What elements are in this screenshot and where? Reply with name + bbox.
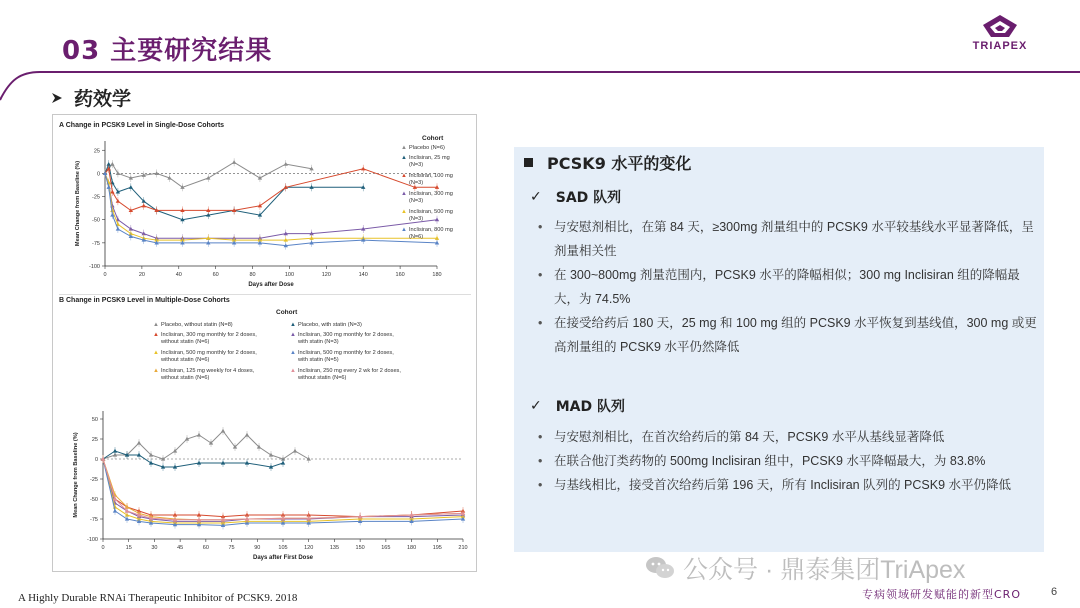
y-tick-label: 0: [96, 171, 100, 178]
data-point: [106, 185, 110, 189]
series-line: [103, 459, 463, 517]
legend-marker-icon: ▲: [153, 350, 159, 356]
legend-entry: [290, 350, 394, 364]
series-line: [105, 173, 437, 240]
x-tick-label: 60: [202, 545, 209, 551]
mad-bullets: [538, 425, 1038, 497]
data-point: [361, 167, 365, 171]
x-tick-label: 20: [138, 272, 145, 278]
x-tick-label: 180: [432, 272, 442, 278]
legend-marker-icon: ▲: [153, 332, 159, 338]
x-tick-label: 210: [458, 545, 468, 551]
sad-bullet: • 在 300~800mg 剂量范围内，PCSK9 水平的降幅相似；300 mg Inclisiran 组的降幅最大，为 74.5%: [538, 263, 1038, 311]
check-icon: ✓: [530, 398, 542, 414]
legend-entry: [401, 145, 445, 152]
legend-label: Inclisiran, 100 mg (N=3): [409, 173, 453, 186]
legend-label: Inclisiran, 500 mg monthly for 2 doses, with statin (N=5): [298, 350, 394, 363]
mad-label: MAD 队列: [555, 399, 625, 415]
watermark-text: 公众号 · 鼎泰集团TriApex: [683, 556, 966, 584]
legend-entry: [401, 209, 453, 223]
pcsk9-figure: [52, 114, 477, 572]
panel-a-title: A Change in PCSK9 Level in Single-Dose Cohorts: [59, 122, 225, 129]
triapex-logo-icon: [982, 14, 1018, 38]
legend-marker-icon: ▲: [401, 155, 407, 161]
mad-heading: [530, 396, 625, 416]
y-tick-label: -50: [90, 497, 98, 503]
check-icon: ✓: [530, 189, 542, 205]
data-point: [206, 176, 210, 180]
section-header: [50, 84, 131, 111]
legend-label: Inclisiran, 300 mg monthly for 2 doses, without statin (N=6): [161, 332, 257, 345]
x-tick-label: 100: [284, 272, 295, 278]
chart-b: [53, 405, 473, 569]
legend-marker-icon: ▲: [290, 322, 296, 328]
legend-entry: [153, 322, 233, 329]
legend-entry: [401, 155, 450, 169]
legend-marker-icon: ▲: [153, 368, 159, 374]
x-tick-label: 120: [321, 272, 331, 278]
legend-label: Placebo, with statin (N=3): [298, 322, 362, 328]
summary-heading: [524, 151, 691, 174]
legend-entry: [401, 191, 453, 205]
legend-marker-icon: ▲: [290, 368, 296, 374]
legend-marker-icon: ▲: [401, 191, 407, 197]
data-point: [245, 433, 249, 437]
legend-marker-icon: ▲: [401, 209, 407, 215]
square-bullet-icon: [524, 158, 533, 167]
legend-marker-icon: ▲: [153, 322, 159, 328]
legend-marker-icon: ▲: [401, 145, 407, 151]
x-tick-label: 165: [381, 545, 391, 551]
y-tick-label: -100: [86, 537, 98, 543]
legend-entry: [153, 332, 257, 346]
x-tick-label: 150: [355, 545, 365, 551]
legend-label: Placebo (N=6): [409, 145, 445, 151]
sad-bullet: • 在接受给药后 180 天，25 mg 和 100 mg 组的 PCSK9 水平恢复到基线值，300 mg 或更高剂量组的 PCSK9 水平仍然降低: [538, 311, 1038, 359]
arrow-right-icon: [50, 91, 64, 105]
legend-marker-icon: ▲: [401, 173, 407, 179]
y-axis-label: Mean Change from Baseline (%): [75, 160, 81, 247]
y-tick-label: -25: [92, 194, 100, 201]
y-tick-label: 0: [94, 457, 98, 463]
x-tick-label: 90: [254, 545, 261, 551]
series-line: [105, 169, 437, 211]
data-point: [284, 162, 288, 166]
legend-entry: [290, 322, 362, 329]
mad-bullet: • 与安慰剂相比，在首次给药后的第 84 天，PCSK9 水平从基线显著降低: [538, 425, 1038, 449]
data-point: [281, 461, 285, 465]
x-tick-label: 40: [175, 272, 182, 278]
x-tick-label: 135: [329, 545, 340, 551]
x-tick-label: 160: [395, 272, 405, 278]
legend-entry: [153, 368, 254, 382]
x-axis-label: Days after First Dose: [252, 555, 314, 561]
series-line: [105, 173, 437, 238]
x-tick-label: 80: [249, 272, 256, 278]
panel-b-legend-title: Cohort: [276, 309, 298, 316]
legend-marker-icon: ▲: [290, 350, 296, 356]
legend-label: Inclisiran, 500 mg (N=3): [409, 209, 453, 222]
sad-bullets: [538, 215, 1038, 359]
legend-entry: [401, 173, 453, 187]
wechat-icon: [645, 555, 675, 581]
legend-marker-icon: ▲: [290, 332, 296, 338]
x-tick-label: 0: [101, 545, 105, 551]
data-point: [269, 453, 273, 457]
page-title: 03 主要研究结果: [62, 36, 273, 66]
data-point: [116, 227, 120, 231]
legend-label: Inclisiran, 800 mg (N=6): [409, 227, 453, 240]
sad-bullet: • 与安慰剂相比，在第 84 天，≥300mg 剂量组中的 PCSK9 水平较基线水平显著降低，呈剂量相关性: [538, 215, 1038, 263]
panel-b-title: B Change in PCSK9 Level in Multiple-Dose Cohorts: [59, 297, 230, 304]
summary-panel: [514, 147, 1044, 552]
y-tick-label: -50: [92, 217, 100, 224]
page-number: 6: [1051, 586, 1058, 598]
sad-label: SAD 队列: [555, 190, 622, 206]
legend-entry: [401, 227, 453, 241]
watermark: [645, 550, 965, 586]
slogan: 专病领域研发赋能的新型CRO: [862, 588, 1021, 601]
x-tick-label: 75: [228, 545, 235, 551]
x-tick-label: 180: [406, 545, 417, 551]
y-tick-label: -100: [88, 264, 100, 270]
data-point: [142, 204, 146, 208]
data-point: [137, 441, 141, 445]
mad-bullet: • 在联合他汀类药物的 500mg Inclisiran 组中，PCSK9 水平降幅最大，为 83.8%: [538, 449, 1038, 473]
y-tick-label: 50: [91, 417, 98, 423]
data-point: [221, 429, 225, 433]
series-line: [103, 459, 463, 520]
legend-entry: [290, 332, 394, 346]
legend-label: Inclisiran, 300 mg monthly for 2 doses, with statin (N=3): [298, 332, 394, 345]
x-tick-label: 195: [432, 545, 442, 551]
x-tick-label: 15: [125, 545, 132, 551]
data-point: [110, 162, 114, 166]
data-point: [113, 449, 117, 453]
section-label: 药效学: [74, 88, 132, 110]
legend-label: Inclisiran, 25 mg (N=3): [409, 155, 450, 168]
legend-label: Inclisiran, 300 mg (N=3): [409, 191, 453, 204]
x-tick-label: 30: [151, 545, 158, 551]
legend-entry: [153, 350, 257, 364]
sad-heading: [530, 187, 621, 207]
logo-text: TRIAPEX: [972, 40, 1028, 52]
y-tick-label: -25: [90, 477, 98, 483]
legend-marker-icon: ▲: [401, 227, 407, 233]
data-point: [149, 461, 153, 465]
mad-bullet: • 与基线相比，接受首次给药后第 196 天，所有 Inclisiran 队列的 PCSK9 水平仍降低: [538, 473, 1038, 497]
x-axis-label: Days after Dose: [248, 282, 294, 288]
legend-entry: [290, 368, 401, 382]
data-point: [258, 176, 262, 180]
y-tick-label: -75: [92, 240, 100, 247]
legend-label: Inclisiran, 250 mg every 2 wk for 2 doses, without statin (N=6): [298, 368, 401, 381]
panel-a-legend-title: Cohort: [422, 135, 444, 142]
data-point: [113, 509, 117, 513]
y-tick-label: 25: [93, 148, 100, 155]
legend-label: Inclisiran, 125 mg weekly for 4 doses, without statin (N=6): [161, 368, 255, 381]
x-tick-label: 0: [103, 272, 107, 278]
citation: A Highly Durable RNAi Therapeutic Inhibitor of PCSK9. 2018: [18, 592, 298, 604]
series-line: [103, 459, 463, 520]
data-point: [129, 185, 133, 189]
x-tick-label: 105: [278, 545, 288, 551]
data-point: [232, 160, 236, 164]
legend-label: Placebo, without statin (N=8): [161, 322, 233, 328]
legend-label: Inclisiran, 500 mg monthly for 2 doses, without statin (N=6): [161, 350, 257, 363]
y-tick-label: -75: [90, 517, 98, 523]
x-tick-label: 140: [358, 272, 368, 278]
company-logo: [960, 14, 1040, 62]
data-point: [293, 449, 297, 453]
summary-heading-text: PCSK9 水平的变化: [547, 154, 692, 173]
data-point: [197, 433, 201, 437]
x-tick-label: 60: [212, 272, 219, 278]
data-point: [125, 517, 129, 521]
x-tick-label: 45: [177, 545, 184, 551]
x-tick-label: 120: [304, 545, 314, 551]
y-axis-label: Mean Change from Baseline (%): [73, 432, 79, 518]
y-tick-label: 25: [91, 437, 98, 443]
